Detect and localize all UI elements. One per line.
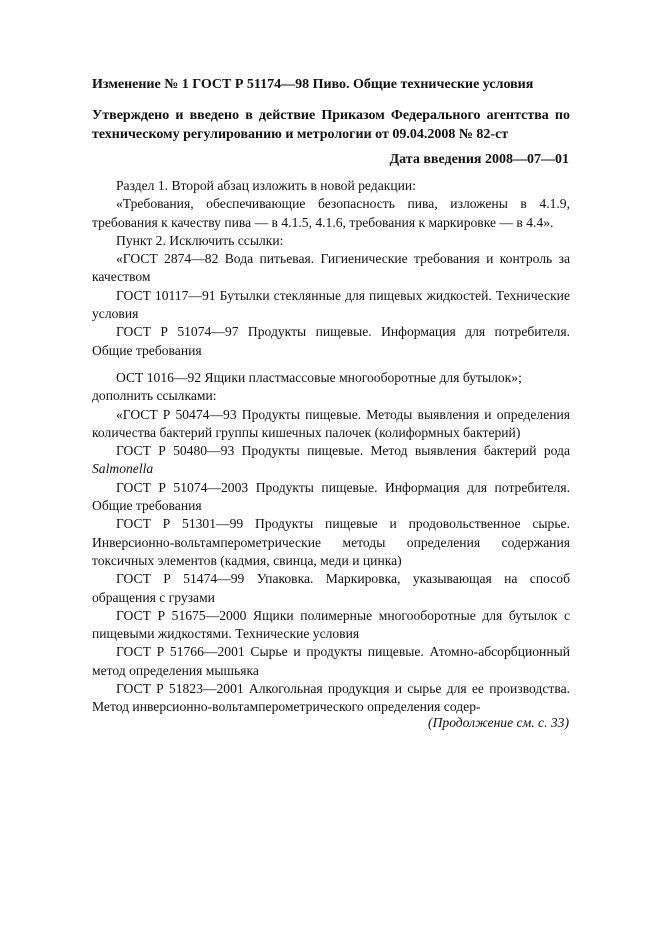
paragraph bbox=[92, 442, 570, 479]
paragraph: ГОСТ Р 51474—99 Упаковка. Маркировка, указывающая на способ обращения с грузами bbox=[92, 571, 570, 605]
paragraph: ГОСТ Р 51074—97 Продукты пищевые. Информация для потребителя. Общие требования bbox=[92, 324, 570, 358]
amendment-body-top bbox=[92, 177, 570, 360]
paragraph: ГОСТ Р 51823—2001 Алкогольная продукция и сырье для ее производства. Метод инверсионно-вольтамперометрического определения содер- bbox=[92, 681, 570, 715]
paragraph: «Требования, обеспечивающие безопасность пива, изложены в 4.1.9, требования к качеству пива — в 4.1.5, 4.1.6, требования к маркировке — в 4.4». bbox=[92, 196, 570, 230]
approval-statement: Утверждено и введено в действие Приказом Федерального агентства по техническому регулированию и метрологии от 09.04.2008 № 82-ст bbox=[92, 108, 570, 142]
continuation-note: (Продолжение см. с. 33) bbox=[428, 715, 569, 730]
paragraph: дополнить ссылками: bbox=[92, 388, 217, 404]
paragraph: ГОСТ Р 51074—2003 Продукты пищевые. Информация для потребителя. Общие требования bbox=[92, 479, 570, 514]
genus-name: Salmonella bbox=[92, 461, 154, 477]
paragraph: «ГОСТ 2874—82 Вода питьевая. Гигиенические требования и контроль за качеством bbox=[92, 251, 570, 285]
paragraph: ГОСТ Р 51301—99 Продукты пищевые и продовольственное сырье. Инверсионно-вольтамперометрические методы определения содержания токсичных элементов (кадмия, свинца, меди и цинка) bbox=[92, 516, 570, 568]
paragraph: «ГОСТ Р 50474—93 Продукты пищевые. Методы выявления и определения количества бактерий группы кишечных палочек (колиформных бактерий) bbox=[92, 406, 570, 440]
paragraph-text: ГОСТ Р 50480—93 Продукты пищевые. Метод выявления бактерий рода bbox=[116, 443, 570, 459]
amendment-body-bottom bbox=[92, 369, 570, 717]
amendment-title: Изменение № 1 ГОСТ Р 51174—98 Пиво. Общие технические условия bbox=[92, 77, 534, 92]
paragraph: ГОСТ 10117—91 Бутылки стеклянные для пищевых жидкостей. Технические условия bbox=[92, 287, 570, 322]
paragraph: Пункт 2. Исключить ссылки: bbox=[116, 232, 284, 248]
paragraph: ГОСТ Р 51675—2000 Ящики полимерные многооборотные для бутылок с пищевыми жидкостями. Технические условия bbox=[92, 607, 570, 642]
paragraph: ГОСТ Р 51766—2001 Сырье и продукты пищевые. Атомно-абсорбционный метод определения мышьяка bbox=[92, 644, 570, 678]
paragraph: ОСТ 1016—92 Ящики пластмассовые многооборотные для бутылок»; bbox=[116, 370, 522, 385]
effective-date: Дата введения 2008—07—01 bbox=[389, 152, 569, 167]
paragraph: Раздел 1. Второй абзац изложить в новой редакции: bbox=[116, 178, 416, 193]
